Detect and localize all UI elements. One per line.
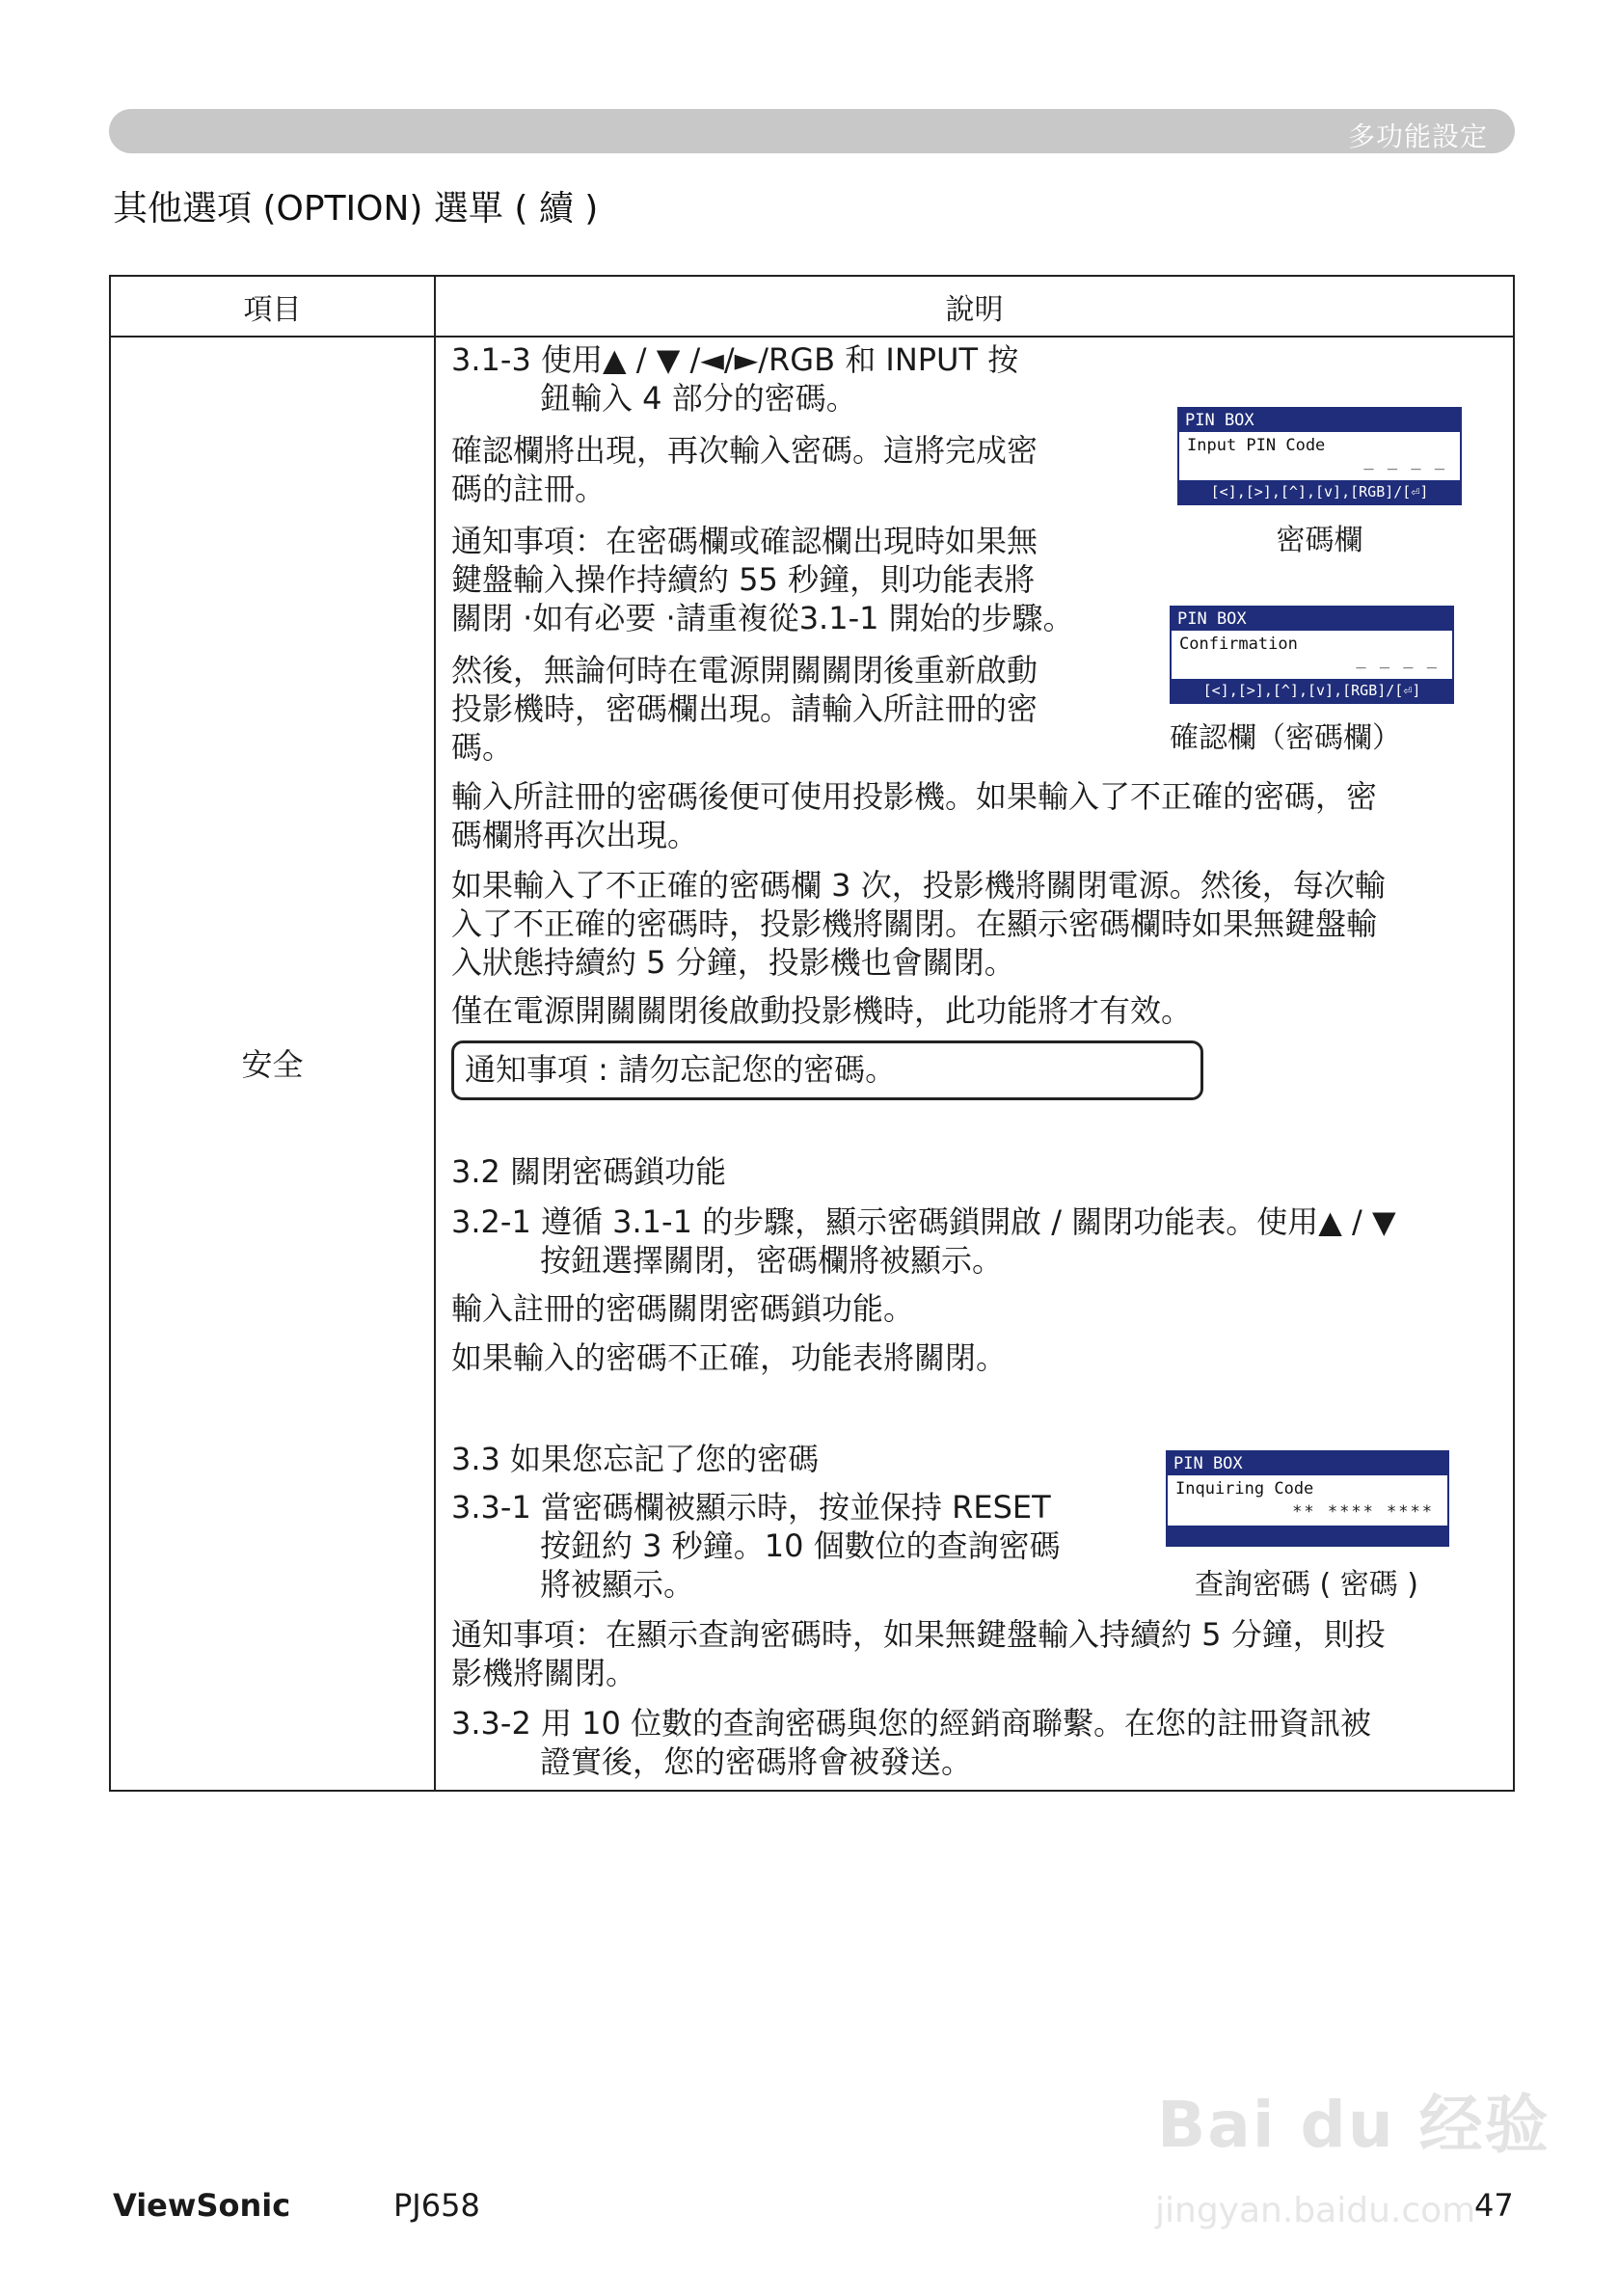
header-divider (111, 336, 1513, 338)
step-3-3-2-line1: 3.3-2 用 10 位數的查詢密碼與您的經銷商聯繫。在您的註冊資訊被 (451, 1705, 1372, 1742)
pin-box-input-caption: 密碼欄 (1276, 524, 1363, 557)
pin-box-title: PIN BOX (1179, 409, 1460, 432)
section-3-2-title: 3.2 關閉密碼鎖功能 (451, 1153, 727, 1190)
pin-box-dashes: _ _ _ _ (1356, 650, 1439, 669)
paragraph-incorrect-line1: 輸入所註冊的密碼後便可使用投影機。如果輸入了不正確的密碼，密 (451, 778, 1378, 815)
pin-box-bottom-bar (1168, 1526, 1447, 1545)
pin-box-confirmation (1170, 606, 1454, 704)
step-3-2-1-line1: 3.2-1 遵循 3.1-1 的步驟，顯示密碼鎖開啟 / 關閉功能表。使用▲ / ▼ (451, 1203, 1396, 1240)
step-3-3-1-line1: 3.3-1 當密碼欄被顯示時，按並保持 RESET (451, 1489, 1051, 1526)
step-3-1-3-line1: 3.1-3 使用▲ / ▼ /◄/►/RGB 和 INPUT 按 (451, 341, 1019, 378)
pin-box-inquiring-caption: 查詢密碼 ( 密碼 ) (1194, 1568, 1419, 1602)
step-3-2-1-line2: 按鈕選擇關閉，密碼欄將被顯示。 (540, 1242, 1004, 1279)
footer-brand: ViewSonic (113, 2187, 291, 2224)
baidu-watermark-logo: Bai du 经验 (1157, 2088, 1551, 2162)
paragraph-confirm-line1: 確認欄將出現，再次輸入密碼。這將完成密 (451, 432, 1038, 469)
notice-inquiry-line2: 影機將關閉。 (451, 1655, 637, 1691)
notice-timeout-line3: 關閉 ‧如有必要 ‧請重複從3.1-1 開始的步驟。 (451, 600, 1074, 636)
notice-inquiry-line1: 通知事項：在顯示查詢密碼時，如果無鍵盤輸入持續約 5 分鐘，則投 (451, 1616, 1386, 1653)
paragraph-three-times-line1: 如果輸入了不正確的密碼欄 3 次，投影機將關閉電源。然後，每次輸 (451, 867, 1386, 904)
paragraph-three-times-line2: 入了不正確的密碼時，投影機將關閉。在顯示密碼欄時如果無鍵盤輸 (451, 905, 1378, 942)
step-3-1-3-line2: 鈕輸入 4 部分的密碼。 (540, 380, 857, 417)
notice-timeout-line1: 通知事項：在密碼欄或確認欄出現時如果無 (451, 523, 1038, 559)
paragraph-wrong-password: 如果輸入的密碼不正確，功能表將關閉。 (451, 1339, 1008, 1376)
column-header-item: 項目 (243, 292, 302, 327)
pin-box-inquiring (1166, 1450, 1449, 1547)
pin-box-label: Confirmation (1179, 635, 1298, 654)
pin-box-label: Input PIN Code (1187, 436, 1326, 455)
step-3-3-2-line2: 證實後，您的密碼將會被發送。 (540, 1743, 973, 1780)
step-3-3-1-line2: 按鈕約 3 秒鐘。10 個數位的查詢密碼 (540, 1527, 1061, 1564)
notice-timeout-line2: 鍵盤輸入操作持續約 55 秒鐘，則功能表將 (451, 561, 1036, 598)
column-divider (434, 277, 436, 1790)
paragraph-three-times-line3: 入狀態持續約 5 分鐘，投影機也會關閉。 (451, 944, 1015, 981)
pin-box-dashes: _ _ _ _ (1363, 451, 1446, 471)
page-number: 47 (1474, 2187, 1514, 2224)
paragraph-confirm-line2: 碼的註冊。 (451, 471, 607, 507)
pin-box-label: Inquiring Code (1175, 1479, 1314, 1499)
pin-box-input (1177, 407, 1462, 505)
paragraph-incorrect-line2: 碼欄將再次出現。 (451, 817, 699, 853)
item-security: 安全 (241, 1046, 304, 1083)
footer-model: PJ658 (393, 2187, 480, 2224)
section-3-3-title: 3.3 如果您忘記了您的密碼 (451, 1441, 820, 1477)
paragraph-restart-line2: 投影機時，密碼欄出現。請輸入所註冊的密 (451, 690, 1038, 727)
paragraph-power-only: 僅在電源開關關閉後啟動投影機時，此功能將才有效。 (451, 992, 1193, 1029)
section-header-bar (109, 109, 1515, 153)
paragraph-disable-lock: 輸入註冊的密碼關閉密碼鎖功能。 (451, 1290, 915, 1327)
pin-box-key-guide: [<],[>],[^],[v],[RGB]/[⏎] (1179, 480, 1460, 503)
notice-box-text: 通知事項 : 請勿忘記您的密碼。 (465, 1051, 897, 1088)
step-3-3-1-line3: 將被顯示。 (540, 1566, 695, 1603)
paragraph-restart-line1: 然後，無論何時在電源開關關閉後重新啟動 (451, 652, 1038, 689)
paragraph-restart-line3: 碼。 (451, 729, 514, 766)
pin-box-title: PIN BOX (1172, 608, 1452, 631)
pin-box-key-guide: [<],[>],[^],[v],[RGB]/[⏎] (1172, 679, 1452, 702)
baidu-watermark-url: jingyan.baidu.com (1155, 2191, 1476, 2230)
page-title: 其他選項 (OPTION) 選單 ( 續 ) (113, 189, 599, 229)
pin-box-confirmation-caption: 確認欄（密碼欄） (1170, 721, 1401, 755)
pin-box-title: PIN BOX (1168, 1452, 1447, 1475)
column-header-description: 說明 (945, 292, 1004, 327)
pin-box-code: ** **** **** (1292, 1502, 1434, 1522)
section-label: 多功能設定 (1347, 121, 1488, 152)
